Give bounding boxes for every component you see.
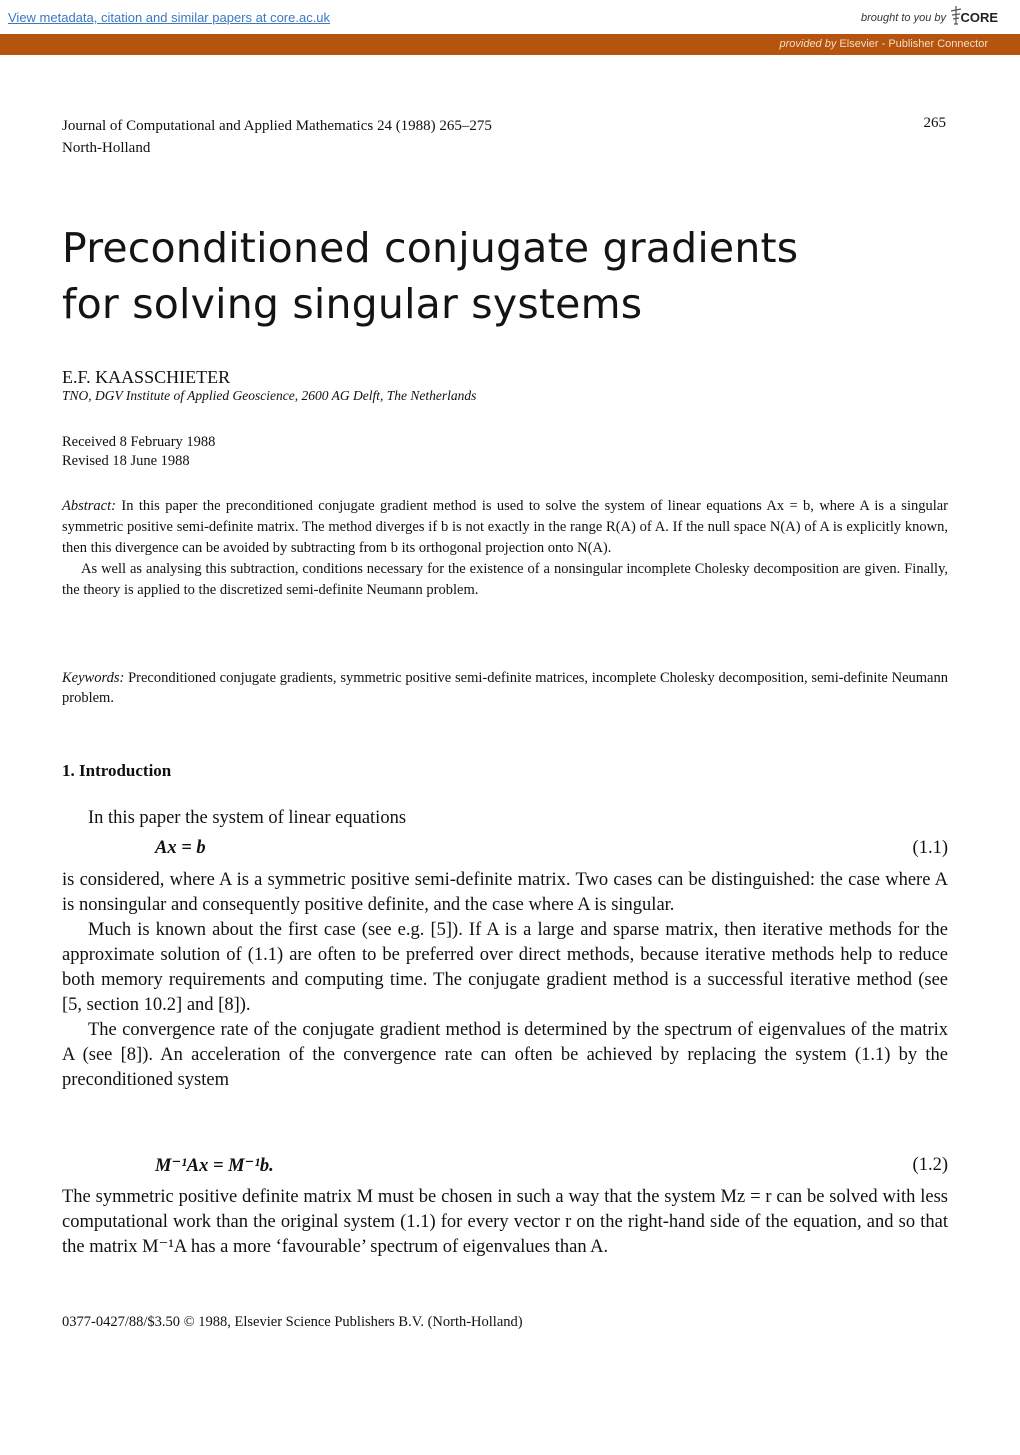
core-banner	[0, 0, 1020, 34]
journal-line-2: North-Holland	[62, 140, 151, 156]
revised-date: Revised 18 June 1988	[62, 453, 190, 469]
copyright-footer: 0377-0427/88/$3.50 © 1988, Elsevier Science Publishers B.V. (North-Holland)	[62, 1314, 523, 1330]
title-line-2: for solving singular systems	[62, 280, 643, 328]
provided-prefix: provided by	[779, 38, 837, 50]
paragraph-1: is considered, where A is a symmetric positive semi-definite matrix. Two cases can be distinguished: the case where A is nonsingular and consequently positive definite, and the case where A is singular.	[62, 870, 948, 915]
author-name: E.F. KAASSCHIETER	[62, 367, 231, 387]
paper-title	[62, 220, 798, 332]
intro-line: In this paper the system of linear equations	[88, 808, 407, 828]
provider-bar	[0, 34, 1020, 55]
paragraph-4-block	[62, 1185, 948, 1260]
provided-by-text[interactable]	[779, 38, 988, 50]
equation-1-1-number: (1.1)	[912, 838, 948, 858]
abstract-text-1: In this paper the preconditioned conjugate gradient method is used to solve the system of linear equations Ax = b, where A is a singular symmetric positive semi-definite matrix. The method diverges if b is not exactly in the range R(A) of A. If the null space N(A) of A is explicitly known, then this divergence can be avoided by subtracting from b its orthogonal projection onto N(A).	[62, 498, 949, 556]
received-date: Received 8 February 1988	[62, 434, 216, 450]
paragraph-3: The convergence rate of the conjugate gradient method is determined by the spectrum of eigenvalues of the matrix A (see [8]). An acceleration of the convergence rate can often be achieved by replacing the system (1.1) by the preconditioned system	[62, 1020, 948, 1090]
core-logo[interactable]: CORE	[960, 10, 998, 25]
paragraph-4: The symmetric positive definite matrix M must be chosen in such a way that the system Mz = r can be solved with less computational work than the original system (1.1) for every vector r on the right-hand side of the equation, and so that the matrix M⁻¹A has a more ‘favourable’ spectrum of eigenvalues than A.	[62, 1187, 948, 1257]
provider-name: Elsevier - Publisher Connector	[839, 38, 988, 50]
journal-citation	[62, 115, 492, 159]
section-heading: 1. Introduction	[62, 761, 172, 780]
title-line-1: Preconditioned conjugate gradients	[62, 224, 799, 272]
intro-paragraphs	[62, 868, 948, 1093]
equation-1-2-number: (1.2)	[912, 1155, 948, 1175]
abstract	[62, 496, 948, 601]
paragraph-2: Much is known about the first case (see e.g. [5]). If A is a large and sparse matrix, then iterative methods for the approximate solution of (1.1) are often to be preferred over direct methods, because iterative methods help to reduce both memory requirements and computing time. The conjugate gradient method is a successful iterative method (see [5, section 10.2] and [8]).	[62, 920, 948, 1015]
intro-line-block	[62, 806, 948, 831]
metadata-link[interactable]: View metadata, citation and similar papers at core.ac.uk	[8, 10, 331, 25]
keywords-text: Preconditioned conjugate gradients, symmetric positive semi-definite matrices, incomplete Cholesky decomposition, semi-definite Neumann problem.	[62, 670, 948, 706]
abstract-paragraph-2: As well as analysing this subtraction, conditions necessary for the existence of a nonsingular incomplete Cholesky decomposition are given. Finally, the theory is applied to the discretized semi-definite Neumann problem.	[62, 561, 948, 598]
keywords	[62, 668, 948, 708]
equation-1-1: Ax = b	[155, 838, 206, 858]
keywords-label: Keywords:	[62, 670, 125, 686]
abstract-label: Abstract:	[62, 498, 116, 514]
journal-line-1: Journal of Computational and Applied Mathematics 24 (1988) 265–275	[62, 118, 492, 134]
brought-to-you-label: brought to you by	[860, 12, 946, 24]
page-number: 265	[923, 115, 946, 131]
abstract-paragraph-1	[62, 496, 948, 559]
dates	[62, 433, 215, 471]
author-affiliation: TNO, DGV Institute of Applied Geoscience, 2600 AG Delft, The Netherlands	[62, 388, 477, 403]
equation-1-2: M⁻¹Ax = M⁻¹b.	[155, 1156, 274, 1176]
